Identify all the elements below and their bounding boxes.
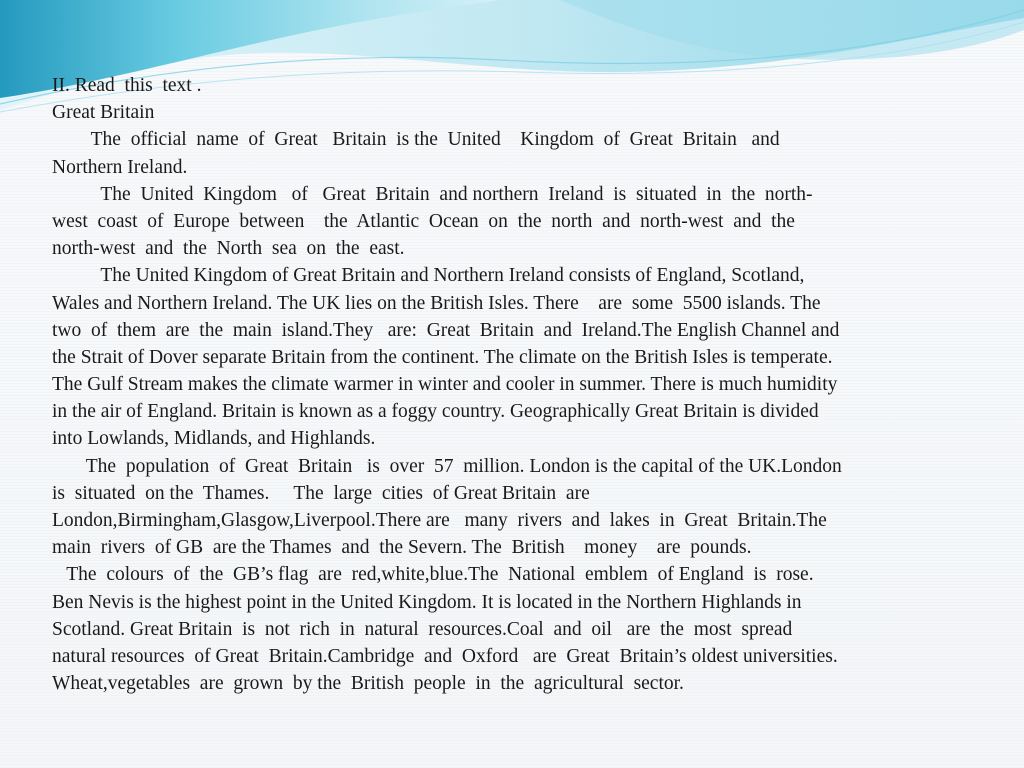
paragraph-line: The colours of the GB’s flag are red,white,blue.The National emblem of England is rose.	[52, 564, 814, 586]
paragraph-line: north-west and the North sea on the east.	[52, 238, 405, 260]
paragraph-line: Wheat,vegetables are grown by the British people in the agricultural sector.	[52, 673, 684, 695]
paragraph-line: Scotland. Great Britain is not rich in natural resources.Coal and oil are the most spread	[52, 618, 793, 640]
paragraph-line: The official name of Great Britain is the United Kingdom of Great Britain and	[52, 129, 780, 151]
paragraph-line: two of them are the main island.They are: Great Britain and Ireland.The English Channel and	[52, 319, 840, 341]
paragraph-line: London,Birmingham,Glasgow,Liverpool.There are many rivers and lakes in Great Britain.The	[52, 510, 827, 531]
paragraph-line: The United Kingdom of Great Britain and northern Ireland is situated in the north-	[52, 183, 813, 205]
paragraph-line: the Strait of Dover separate Britain from the continent. The climate on the British Isles is temperate.	[52, 346, 833, 368]
slide-text-body	[52, 72, 982, 697]
paragraph-line: Ben Nevis is the highest point in the United Kingdom. It is located in the Northern Highlands in	[52, 591, 802, 613]
paragraph-line: Wales and Northern Ireland. The UK lies on the British Isles. There are some 5500 islands. The	[52, 292, 821, 314]
paragraph-line: is situated on the Thames. The large cities of Great Britain are	[52, 482, 590, 504]
paragraph-line: natural resources of Great Britain.Cambridge and Oxford are Great Britain’s oldest universities.	[52, 645, 838, 667]
paragraph-line: The United Kingdom of Great Britain and Northern Ireland consists of England, Scotland,	[52, 265, 805, 287]
paragraph-line: The population of Great Britain is over 57 million. London is the capital of the UK.London	[52, 455, 842, 477]
text-title: Great Britain	[52, 102, 155, 124]
paragraph-line: The Gulf Stream makes the climate warmer in winter and cooler in summer. There is much humidity	[52, 374, 838, 396]
heading-read-text: II. Read this text .	[52, 75, 202, 96]
paragraph-line: into Lowlands, Midlands, and Highlands.	[52, 428, 376, 450]
paragraph-line: Northern Ireland.	[52, 156, 188, 178]
paragraph-line: west coast of Europe between the Atlantic Ocean on the north and north-west and the	[52, 210, 795, 232]
paragraph-line: in the air of England. Britain is known as a foggy country. Geographically Great Britain is divided	[52, 401, 819, 423]
paragraph-line: main rivers of GB are the Thames and the Severn. The British money are pounds.	[52, 537, 752, 559]
